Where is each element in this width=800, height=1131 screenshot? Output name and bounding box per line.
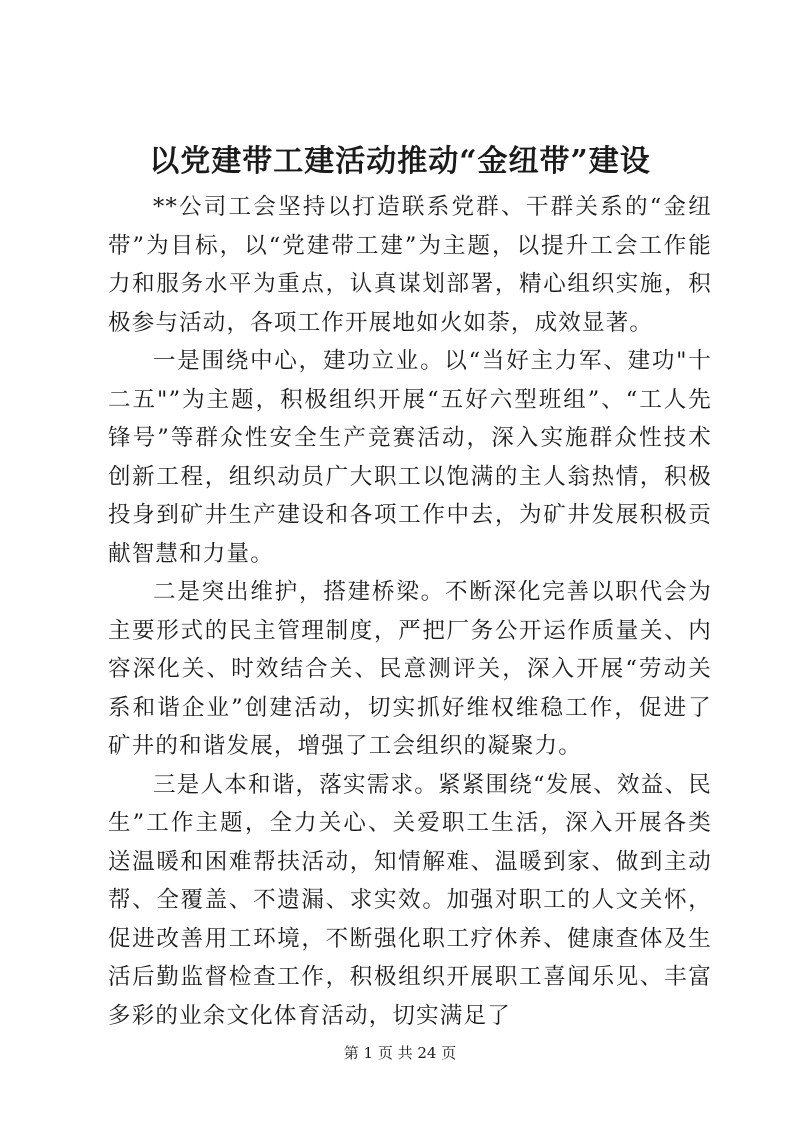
- paragraph-intro: **公司工会坚持以打造联系党群、干群关系的“金纽带”为目标，以“党建带工建”为主题，以提升工会工作能力和服务水平为重点，认真谋划部署，精心组织实施，积极参与活动，各项工作开展地如火如荼，成效显著。: [108, 194, 712, 336]
- page-number-footer: 第 1 页 共 24 页: [343, 1044, 457, 1062]
- paragraph-point-three: 三是人本和谐，落实需求。紧紧围绕“发展、效益、民生”工作主题，全力关心、关爱职工生活，深入开展各类送温暖和困难帮扶活动，知情解难、温暖到家、做到主动帮、全覆盖、不遗漏、求实效。加强对职工的人文关怀，促进改善用工环境，不断强化职工疗休养、健康查体及生活后勤监督检查工作，积极组织开展职工喜闻乐见、丰富多彩的业余文化体育活动，切实满足了: [108, 771, 712, 1029]
- document-body: [108, 188, 712, 1035]
- paragraph-point-two: 二是突出维护，搭建桥梁。不断深化完善以职代会为主要形式的民主管理制度，严把厂务公开运作质量关、内容深化关、时效结合关、民意测评关，深入开展“劳动关系和谐企业”创建活动，切实抓好维权维稳工作，促进了矿井的和谐发展，增强了工会组织的凝聚力。: [108, 579, 712, 759]
- document-title: 以党建带工建活动推动“金纽带”建设: [149, 144, 651, 179]
- paragraph-point-one: 一是围绕中心，建功立业。以“当好主力军、建功"十二五"”为主题，积极组织开展“五好六型班组”、“工人先锋号”等群众性安全生产竞赛活动，深入实施群众性技术创新工程，组织动员广大职工以饱满的主人翁热情，积极投身到矿井生产建设和各项工作中去，为矿井发展积极贡献智慧和力量。: [108, 348, 712, 567]
